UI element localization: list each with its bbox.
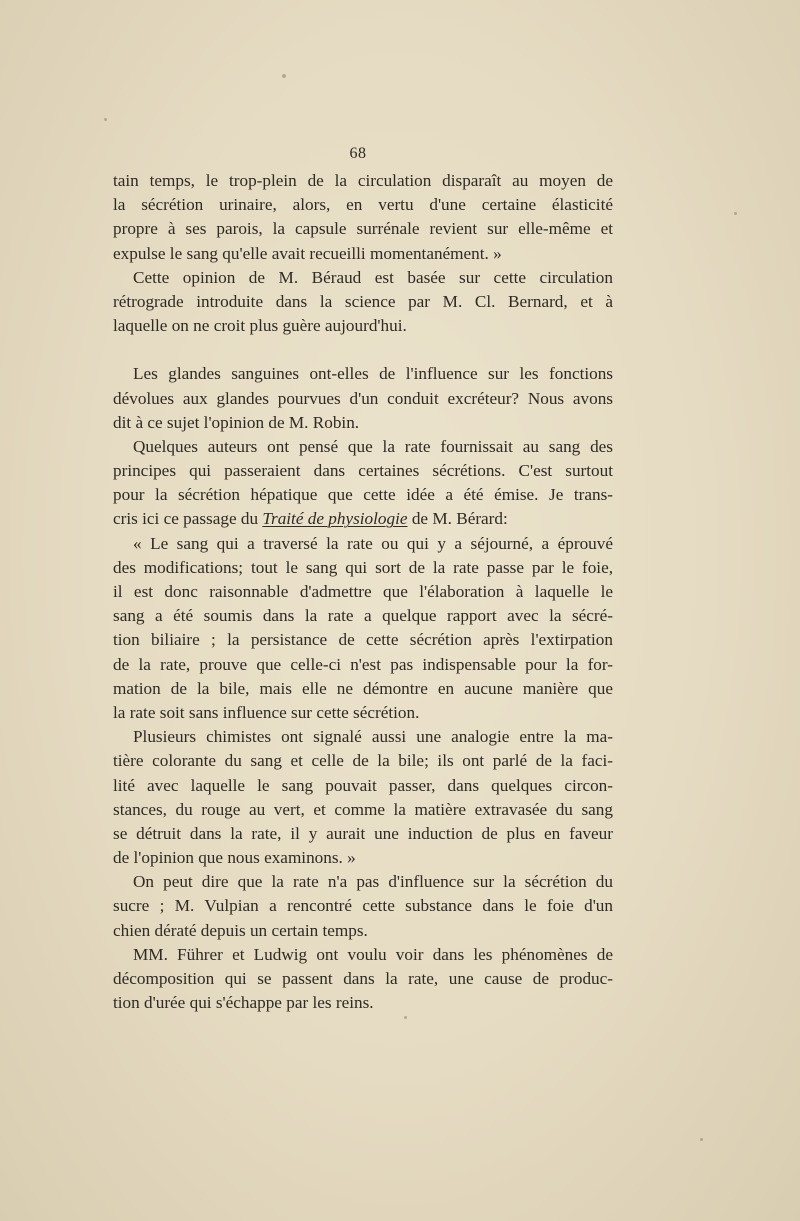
text-line: expulse le sang qu'elle avait recueilli momentanément. » — [113, 243, 502, 263]
text-line: tion biliaire ; la persistance de cette sécrétion après l'extirpation — [113, 630, 613, 650]
body-text — [113, 169, 613, 1015]
text-line: dévolues aux glandes pourvues d'un conduit excréteur? Nous avons — [113, 388, 613, 408]
text-line: Cette opinion de M. Béraud est basée sur cette circulation — [133, 267, 613, 287]
text-line: lité avec laquelle le sang pouvait passer, dans quelques circon- — [113, 775, 613, 795]
text-line: de l'opinion que nous examinons. » — [113, 848, 356, 868]
text-line: la rate soit sans influence sur cette sécrétion. — [113, 702, 420, 722]
text-line: laquelle on ne croit plus guère aujourd'hui. — [113, 316, 407, 336]
paragraph — [113, 943, 613, 1016]
text-line: sucre ; M. Vulpian a rencontré cette substance dans le foie d'un — [113, 896, 613, 916]
text-line: tain temps, le trop-plein de la circulation disparaît au moyen de — [113, 171, 613, 190]
paper-speck — [700, 1138, 703, 1141]
text-line: se détruit dans la rate, il y aurait une induction de plus en faveur — [113, 823, 613, 843]
text-line: des modifications; tout le sang qui sort de la rate passe par le foie, — [113, 557, 613, 577]
text-line: chien dératé depuis un certain temps. — [113, 920, 368, 940]
text-line: de la rate, prouve que celle-ci n'est pas indispensable pour la for- — [113, 654, 613, 674]
text-line: Plusieurs chimistes ont signalé aussi une analogie entre la ma- — [133, 727, 613, 747]
text-line: tière colorante du sang et celle de la bile; ils ont parlé de la faci- — [113, 751, 613, 771]
text-line: décomposition qui se passent dans la rate, une cause de produc- — [113, 969, 613, 988]
text-line: On peut dire que la rate n'a pas d'influence sur la sécrétion du — [133, 872, 613, 892]
quotation — [113, 532, 613, 726]
text-line: dit à ce sujet l'opinion de M. Robin. — [113, 412, 360, 432]
text-line: principes qui passeraient dans certaines sécrétions. C'est surtout — [113, 461, 613, 481]
paper-speck — [734, 212, 737, 215]
text-line: MM. Führer et Ludwig ont voulu voir dans les phénomènes de — [133, 944, 613, 964]
text-line: tion d'urée qui s'échappe par les reins. — [113, 993, 374, 1013]
text-line: il est donc raisonnable d'admettre que l'élaboration à laquelle le — [113, 582, 613, 601]
text-segment: de M. Bérard: — [407, 509, 508, 529]
paragraph — [113, 169, 613, 266]
page-number: 68 — [349, 145, 367, 162]
text-line: « Le sang qui a traversé la rate ou qui y a séjourné, a éprouvé — [133, 533, 613, 553]
paper-speck — [104, 118, 107, 121]
text-line: sang a été soumis dans la rate a quelque rapport avec la sécré- — [113, 606, 613, 626]
text-line: stances, du rouge au vert, et comme la matière extravasée du sang — [113, 799, 613, 819]
text-line: Quelques auteurs ont pensé que la rate fournissait au sang des — [133, 436, 613, 456]
section-gap — [113, 338, 613, 362]
text-line: mation de la bile, mais elle ne démontre en aucune manière que — [113, 678, 613, 698]
paragraph — [113, 435, 613, 532]
text-line: la sécrétion urinaire, alors, en vertu d'une certaine élasticité — [113, 195, 613, 215]
text-line: pour la sécrétion hépatique que cette idée a été émise. Je trans- — [113, 485, 613, 505]
quotation — [113, 725, 613, 870]
paragraph — [113, 266, 613, 339]
text-segment: cris ici ce passage du — [113, 509, 263, 529]
paragraph — [113, 362, 613, 435]
text-line: Les glandes sanguines ont-elles de l'influence sur les fonctions — [133, 364, 613, 384]
text-line: propre à ses parois, la capsule surrénale revient sur elle-même et — [113, 219, 613, 239]
paper-speck — [404, 1016, 407, 1019]
text-line — [113, 507, 613, 531]
cited-work-title: Traité de physiologie — [262, 509, 408, 529]
text-line: rétrograde introduite dans la science par M. Cl. Bernard, et à — [113, 291, 613, 311]
paragraph — [113, 870, 613, 943]
paper-speck — [282, 74, 286, 78]
